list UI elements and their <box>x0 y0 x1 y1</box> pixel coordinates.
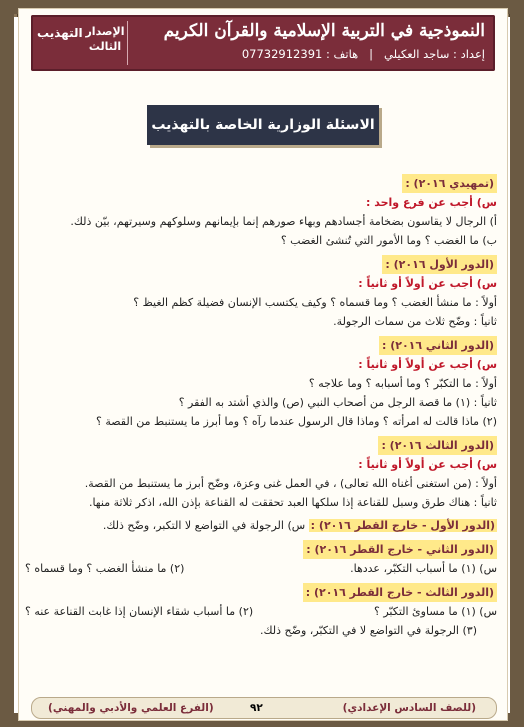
header-divider <box>127 21 128 65</box>
question-line: ثانياً : (١) ما قصة الرجل من أصحاب النبي (ص) والذي أشتد به الفقر ؟ <box>178 396 497 409</box>
edition-line2: الثالث <box>88 40 122 53</box>
book-title: النموذجية في التربية الإسلامية والقرآن الكريم <box>163 21 485 41</box>
page-number: ٩٢ <box>250 702 263 714</box>
question-line: س) أجب عن أولاً أو ثانياً : <box>358 458 497 471</box>
author: إعداد : ساجد العكيلي <box>384 47 485 61</box>
question-line: س) أجب عن فرع واحد : <box>366 196 497 209</box>
edition-line1: الإصدار <box>85 25 125 38</box>
section-heading: (الدور الثاني ٢٠١٦) : <box>379 336 497 355</box>
subject-tag: التهذيب <box>37 26 83 40</box>
question-line: أولاً : (من استغنى أغناه الله تعالى) ، في العمل غنى وعزة، وضّح أبرز ما يستنبط من القصة. <box>84 477 497 490</box>
exam-section <box>25 578 497 640</box>
footer-branches: (الفرع العلمي والأدبي والمهني) <box>48 702 214 714</box>
exam-section <box>25 535 497 578</box>
question-line: ثانياً : وضّح ثلاث من سمات الرجولة. <box>333 315 497 328</box>
question-line: س) (١) ما أسباب التكبّر، عددها. <box>350 562 497 575</box>
section-heading: (الدور الثالث - خارج القطر ٢٠١٦) : <box>303 583 497 602</box>
question-row <box>25 559 497 578</box>
section-banner: الاسئلة الوزارية الخاصة بالتهذيب <box>147 105 379 145</box>
phone: هاتف : 07732912391 <box>241 47 359 61</box>
question-line: أ) الرجال لا يقاسون بضخامة أجسادهم وبهاء صورهم إنما بإيمانهم وسلوكهم وسيرتهم، بيّن ذلك. <box>70 215 497 228</box>
section-heading: (الدور الثاني - خارج القطر ٢٠١٦) : <box>303 540 497 559</box>
exam-section <box>25 250 497 331</box>
question-line: س) الرجولة في التواضع لا التكبر، وضّح ذلك. <box>102 519 306 532</box>
questions-content <box>25 169 497 640</box>
footer-grade: (للصف السادس الإعدادي) <box>342 702 476 714</box>
question-line: أولاً : ما التكبّر ؟ وما أسبابه ؟ وما علاجه ؟ <box>308 377 497 390</box>
question-row <box>25 602 497 621</box>
question-line: ب) ما الغضب ؟ وما الأمور التي تُنشئ الغضب ؟ <box>280 234 497 247</box>
question-line: (٢) ماذا قالت له امرأته ؟ وماذا قال الرسول عندما رآه ؟ وما أبرز ما يستنبط من القصة ؟ <box>96 415 497 428</box>
page-footer <box>31 697 497 719</box>
exam-section <box>25 169 497 250</box>
question-line: (٢) ما أسباب شقاء الإنسان إذا غابت القناعة عنه ؟ <box>25 605 254 618</box>
question-line: س) أجب عن أولاً أو ثانياً : <box>358 277 497 290</box>
question-line: أولاً : ما منشأ الغضب ؟ وما قسماه ؟ وكيف يكتسب الإنسان فضيلة كظم الغيظ ؟ <box>133 296 497 309</box>
author-line: إعداد : ساجد العكيلي | هاتف : 07732912391 <box>241 47 485 61</box>
page-header <box>31 15 495 71</box>
section-heading: (الدور الأول - خارج القطر ٢٠١٦) : <box>310 519 495 532</box>
question-line: س) (١) ما مساوئ التكبّر ؟ <box>374 605 497 618</box>
exam-section <box>25 516 497 535</box>
exam-section <box>25 431 497 512</box>
question-line: (٣) الرجولة في التواضع لا في التكبّر، وضّح ذلك. <box>260 624 477 637</box>
section-heading: (الدور الأول ٢٠١٦) : <box>382 255 497 274</box>
exam-section <box>25 331 497 431</box>
section-heading: (الدور الثالث ٢٠١٦) : <box>378 436 497 455</box>
page-frame <box>18 8 508 721</box>
question-line: س) أجب عن أولاً أو ثانياً : <box>358 358 497 371</box>
question-line: ثانياً : هناك طرق وسبل للقناعة إذا سلكها العبد تحققت له القناعة بإذن الله، اذكر ثلاثة منها. <box>88 496 497 509</box>
question-line: (٢) ما منشأ الغضب ؟ وما قسماه ؟ <box>25 562 185 575</box>
section-heading: (تمهيدي ٢٠١٦) : <box>402 174 497 193</box>
edition-label <box>85 24 125 54</box>
